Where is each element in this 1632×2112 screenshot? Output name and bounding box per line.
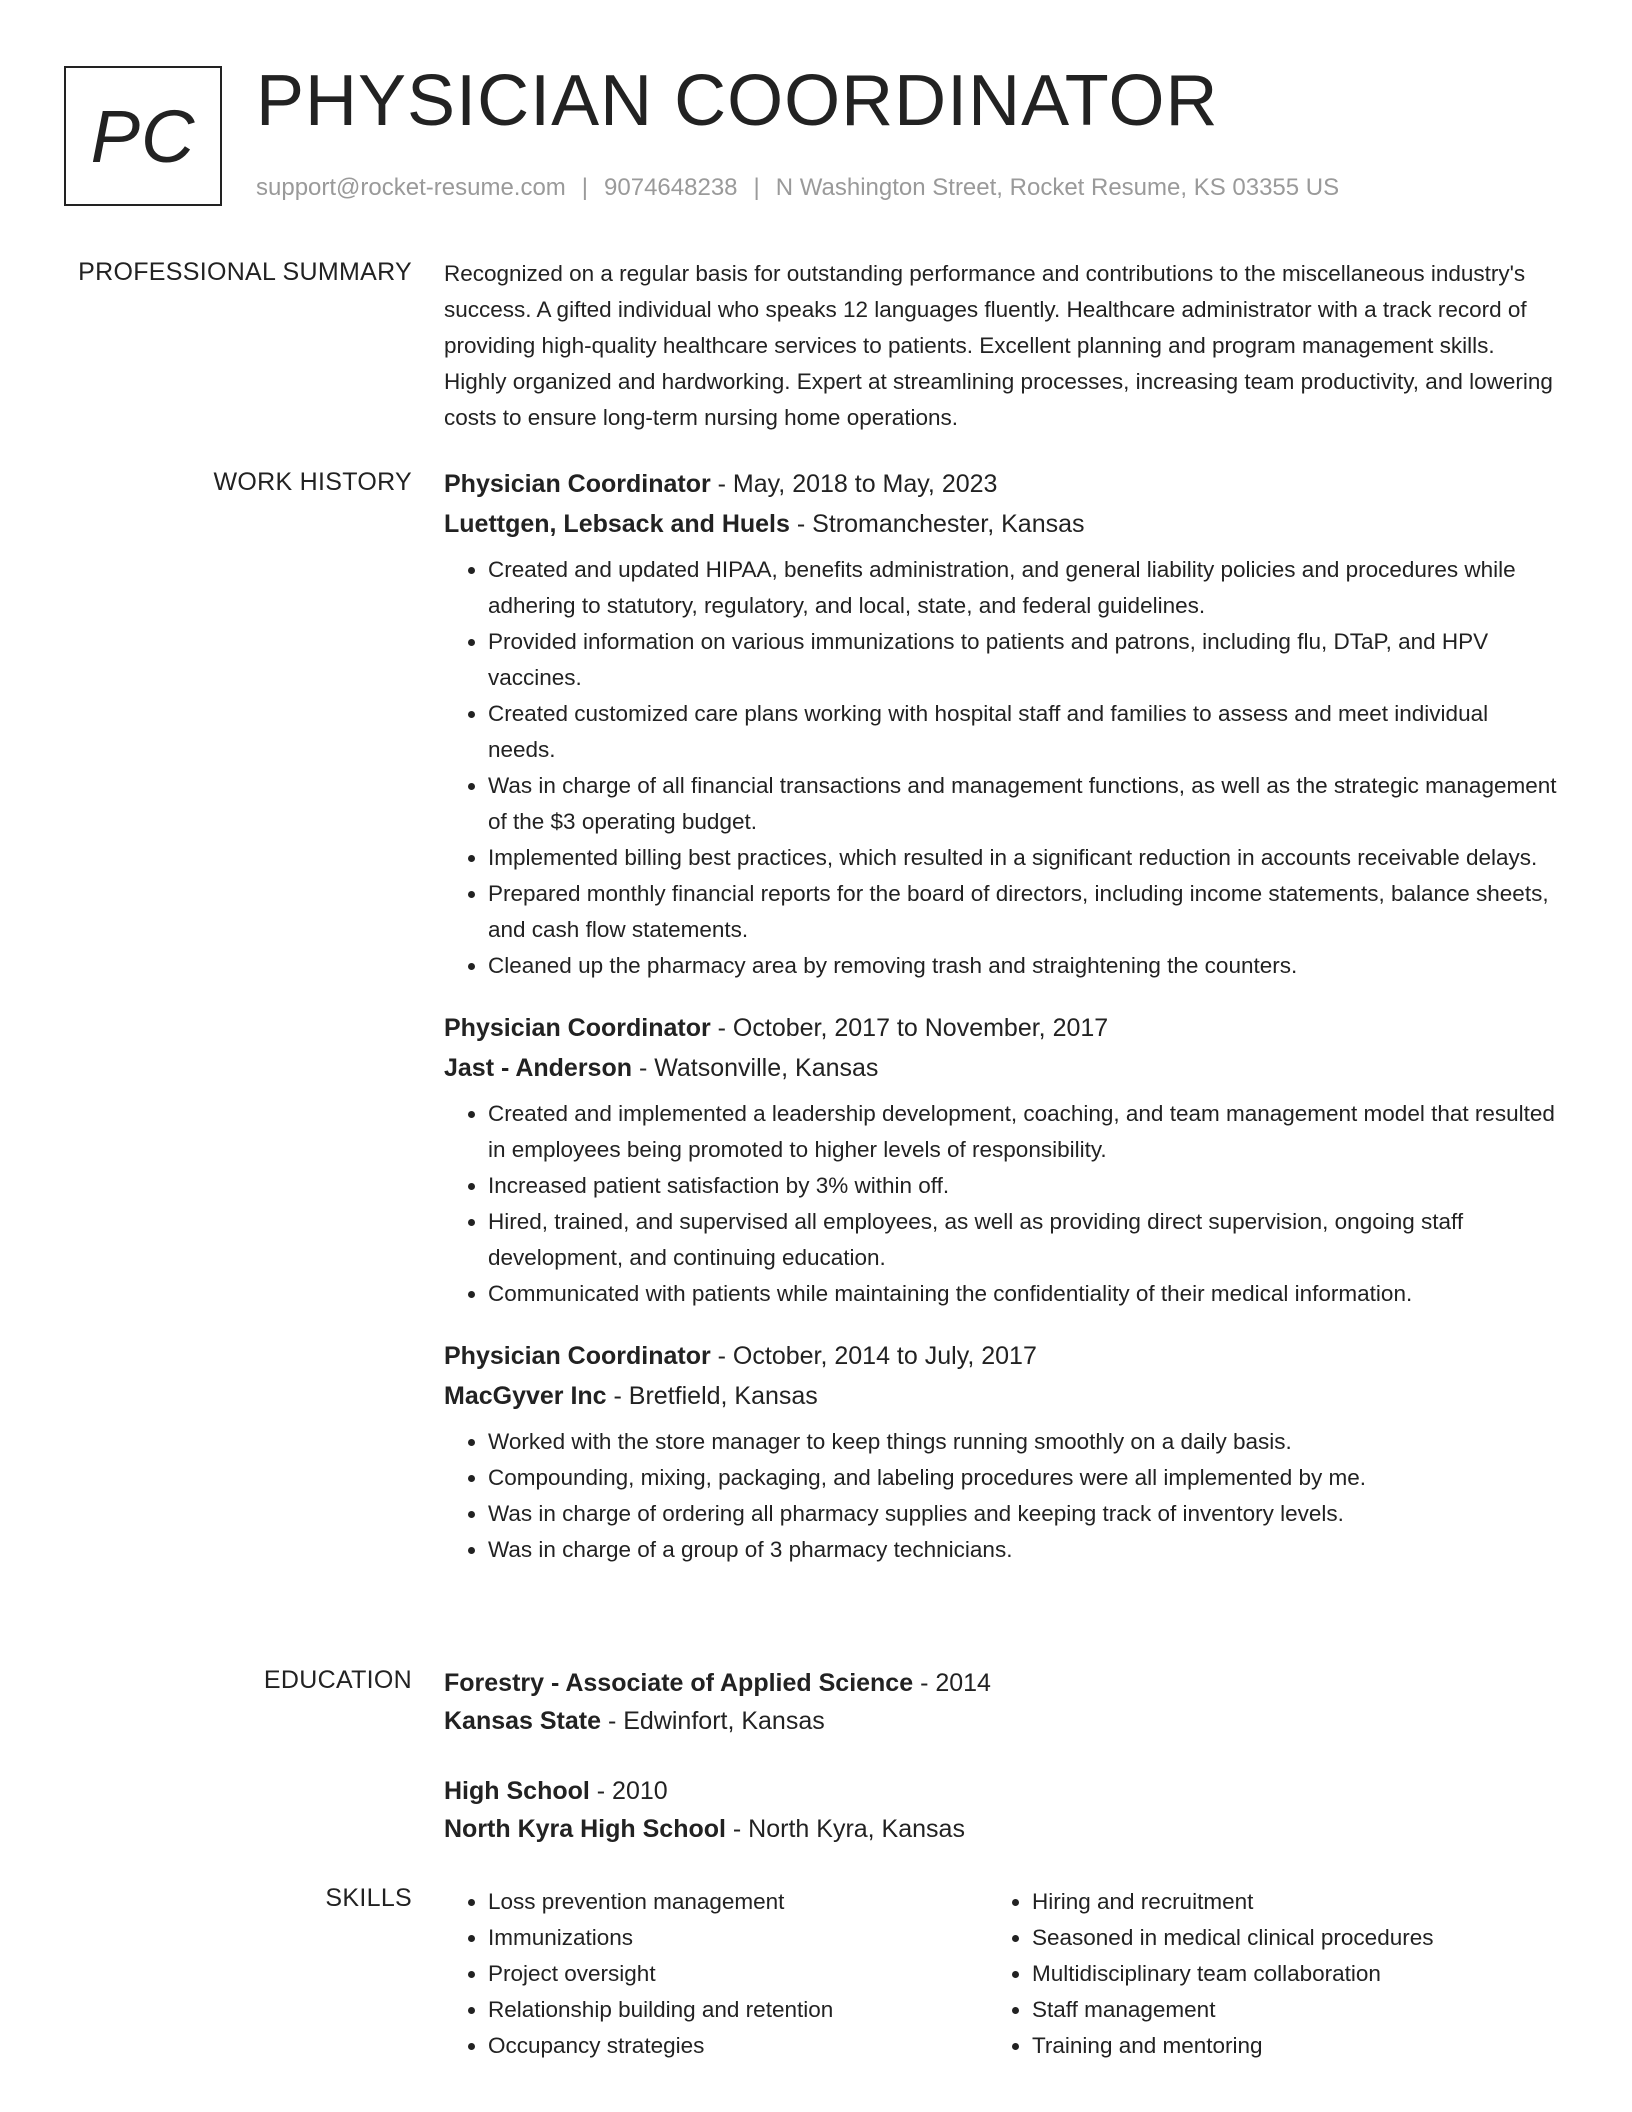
job-bullet: • Was in charge of a group of 3 pharmacy technicians. — [488, 1532, 1558, 1568]
skill-item: • Relationship building and retention — [488, 1992, 988, 2028]
job-bullet: • Created customized care plans working with hospital staff and families to assess and meet individual needs. — [488, 696, 1558, 768]
job-title: Physician Coordinator — [444, 1342, 711, 1370]
education-degree: Forestry - Associate of Applied Science — [444, 1669, 914, 1697]
summary-text: Recognized on a regular basis for outstanding performance and contributions to the miscellaneous industry's success. A gifted individual who speaks 12 languages fluently. Healthcare administrator with a track record of providing high-quality healthcare services to patients. Excellent planning and program management skills. Highly organized and hardworking. Expert at streamlining processes, increasing team productivity, and lowering costs to ensure long-term nursing home operations. — [444, 261, 1553, 430]
skill-item: • Training and mentoring — [1032, 2028, 1532, 2064]
job-dates: - October, 2017 to November, 2017 — [710, 1014, 1109, 1042]
job-bullet: • Communicated with patients while maintaining the confidentiality of their medical information. — [488, 1276, 1558, 1312]
education-body — [444, 1664, 1558, 1880]
summary-body — [444, 256, 1558, 436]
contact-address: N Washington Street, Rocket Resume, KS 03355 US — [775, 174, 1340, 201]
job-list — [444, 464, 1558, 1568]
job-bullet: • Worked with the store manager to keep things running smoothly on a daily basis. — [488, 1424, 1558, 1460]
skill-item: • Project oversight — [488, 1956, 988, 1992]
job-bullet-list — [444, 552, 1558, 984]
education-school-line — [444, 1810, 1558, 1848]
job-company-line — [444, 1376, 1558, 1416]
job-dates: - October, 2014 to July, 2017 — [710, 1342, 1037, 1370]
job-bullet: • Was in charge of all financial transactions and management functions, as well as the strategic management of the $3 operating budget. — [488, 768, 1558, 840]
job-bullet-list — [444, 1424, 1558, 1568]
monogram-logo: PC — [64, 66, 222, 206]
work-history-body — [444, 464, 1558, 1592]
skills-columns — [444, 1884, 1558, 2064]
job-company: Luettgen, Lebsack and Huels — [444, 510, 790, 538]
job-entry — [444, 464, 1558, 984]
job-title: Physician Coordinator — [444, 1014, 711, 1042]
job-company-line — [444, 1048, 1558, 1088]
job-bullet: • Cleaned up the pharmacy area by removing trash and straightening the counters. — [488, 948, 1558, 984]
education-location: - North Kyra, Kansas — [725, 1815, 965, 1843]
section-heading-summary: PROFESSIONAL SUMMARY — [78, 258, 412, 286]
job-company: Jast - Anderson — [444, 1054, 633, 1082]
education-entry — [444, 1664, 1558, 1740]
skills-list-left — [444, 1884, 988, 2064]
education-degree-line — [444, 1772, 1558, 1810]
education-degree-line — [444, 1664, 1558, 1702]
job-company-line — [444, 504, 1558, 544]
job-location: - Bretfield, Kansas — [606, 1382, 818, 1410]
page-title: PHYSICIAN COORDINATOR — [256, 61, 1219, 141]
job-title: Physician Coordinator — [444, 470, 711, 498]
job-title-line — [444, 464, 1558, 504]
contact-email: support@rocket-resume.com — [256, 174, 566, 201]
contact-phone: 9074648238 — [604, 174, 738, 201]
job-entry — [444, 1336, 1558, 1568]
job-bullet: • Implemented billing best practices, which resulted in a significant reduction in accounts receivable delays. — [488, 840, 1558, 876]
job-location: - Stromanchester, Kansas — [789, 510, 1085, 538]
job-bullet: • Created and implemented a leadership development, coaching, and team management model that resulted in employees being promoted to higher levels of responsibility. — [488, 1096, 1558, 1168]
job-company: MacGyver Inc — [444, 1382, 607, 1410]
job-bullet: • Was in charge of ordering all pharmacy supplies and keeping track of inventory levels. — [488, 1496, 1558, 1532]
contact-separator: | — [581, 174, 589, 201]
education-year: - 2014 — [913, 1669, 991, 1697]
education-list — [444, 1664, 1558, 1848]
contact-separator: | — [753, 174, 760, 201]
job-bullet: • Provided information on various immunizations to patients and patrons, including flu, DTaP, and HPV vaccines. — [488, 624, 1558, 696]
job-bullet: • Created and updated HIPAA, benefits administration, and general liability policies and procedures while adhering to statutory, regulatory, and local, state, and federal guidelines. — [488, 552, 1558, 624]
skills-list-right — [988, 1884, 1532, 2064]
job-dates: - May, 2018 to May, 2023 — [710, 470, 998, 498]
education-school: North Kyra High School — [444, 1815, 726, 1843]
skill-item: • Occupancy strategies — [488, 2028, 988, 2064]
skill-item: • Immunizations — [488, 1920, 988, 1956]
skill-item: • Multidisciplinary team collaboration — [1032, 1956, 1532, 1992]
contact-line — [256, 174, 1339, 202]
skills-body — [444, 1884, 1558, 2064]
job-bullet: • Increased patient satisfaction by 3% within off. — [488, 1168, 1558, 1204]
job-bullet: • Prepared monthly financial reports for the board of directors, including income statements, balance sheets, and cash flow statements. — [488, 876, 1558, 948]
education-school: Kansas State — [444, 1707, 602, 1735]
section-heading-education: EDUCATION — [263, 1666, 412, 1694]
skill-item: • Hiring and recruitment — [1032, 1884, 1532, 1920]
education-entry — [444, 1772, 1558, 1848]
skill-item: • Loss prevention management — [488, 1884, 988, 1920]
job-entry — [444, 1008, 1558, 1312]
job-bullet-list — [444, 1096, 1558, 1312]
education-school-line — [444, 1702, 1558, 1740]
skill-item: • Staff management — [1032, 1992, 1532, 2028]
job-bullet: • Compounding, mixing, packaging, and labeling procedures were all implemented by me. — [488, 1460, 1558, 1496]
section-heading-skills: SKILLS — [325, 1884, 412, 1912]
job-location: - Watsonville, Kansas — [632, 1054, 879, 1082]
skill-item: • Seasoned in medical clinical procedures — [1032, 1920, 1532, 1956]
education-location: - Edwinfort, Kansas — [601, 1707, 825, 1735]
job-title-line — [444, 1336, 1558, 1376]
education-degree: High School — [444, 1777, 590, 1805]
job-title-line — [444, 1008, 1558, 1048]
education-year: - 2010 — [589, 1777, 668, 1805]
job-bullet: • Hired, trained, and supervised all employees, as well as providing direct supervision, ongoing staff development, and continuing education. — [488, 1204, 1558, 1276]
section-heading-work-history: WORK HISTORY — [213, 468, 412, 496]
